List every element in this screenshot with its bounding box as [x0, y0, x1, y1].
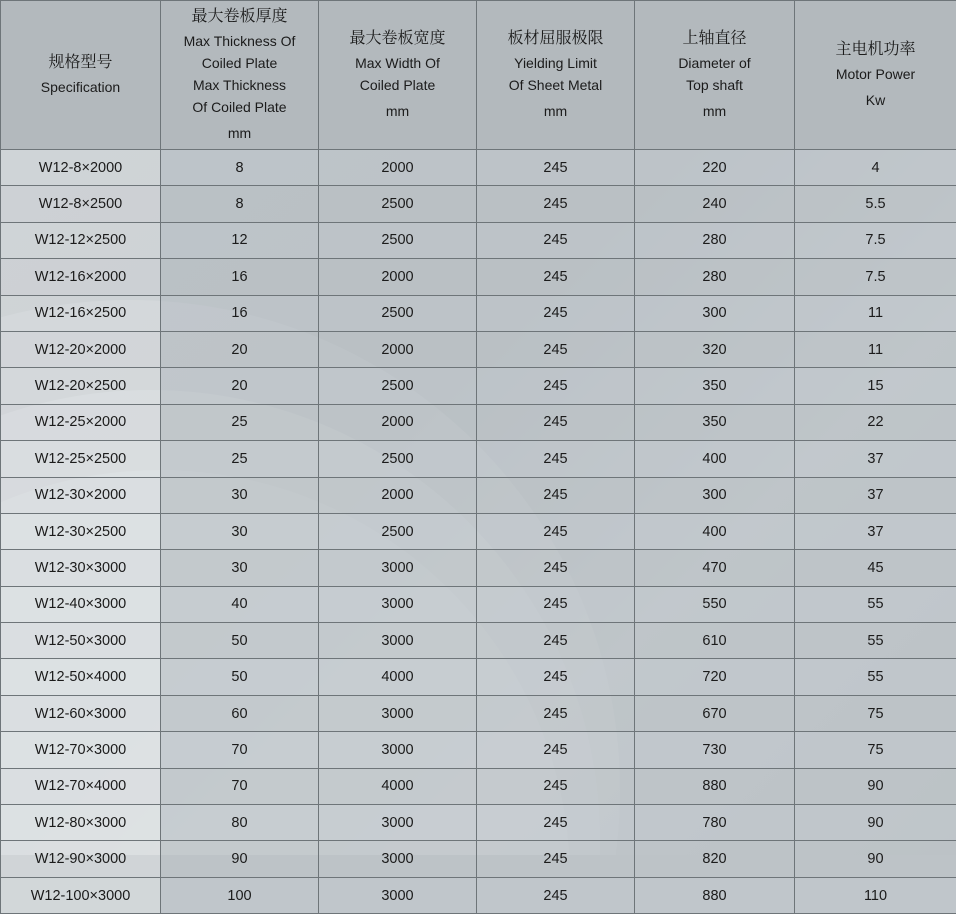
- column-header-4: [635, 1, 795, 150]
- table-cell: 37: [795, 513, 956, 549]
- table-cell: 245: [477, 841, 635, 877]
- table-cell: 16: [161, 259, 319, 295]
- table-cell: 15: [795, 368, 956, 404]
- table-cell: 2500: [319, 186, 477, 222]
- table-cell: 75: [795, 732, 956, 768]
- table-cell: 820: [635, 841, 795, 877]
- table-cell: 4000: [319, 659, 477, 695]
- table-cell: 245: [477, 877, 635, 913]
- table-cell: 220: [635, 150, 795, 186]
- table-cell: 90: [795, 841, 956, 877]
- table-cell: 40: [161, 586, 319, 622]
- table-cell: 12: [161, 222, 319, 258]
- cell-specification: W12-25×2000: [1, 404, 161, 440]
- table-cell: 5.5: [795, 186, 956, 222]
- column-header-en-line2: Top shaft: [641, 74, 788, 96]
- table-cell: 25: [161, 404, 319, 440]
- table-cell: 45: [795, 550, 956, 586]
- table-cell: 730: [635, 732, 795, 768]
- table-cell: 2000: [319, 477, 477, 513]
- table-cell: 880: [635, 768, 795, 804]
- table-cell: 30: [161, 550, 319, 586]
- column-header-en: Max Thickness Of Coiled Plate: [167, 30, 312, 74]
- table-cell: 245: [477, 513, 635, 549]
- table-cell: 245: [477, 222, 635, 258]
- table-cell: 70: [161, 768, 319, 804]
- table-cell: 3000: [319, 841, 477, 877]
- column-header-unit: Kw: [801, 89, 950, 111]
- table-cell: 90: [161, 841, 319, 877]
- cell-specification: W12-25×2500: [1, 441, 161, 477]
- table-cell: 11: [795, 295, 956, 331]
- table-cell: 3000: [319, 623, 477, 659]
- table-cell: 80: [161, 805, 319, 841]
- table-row: [1, 186, 956, 222]
- table-cell: 55: [795, 623, 956, 659]
- table-cell: 37: [795, 441, 956, 477]
- table-cell: 22: [795, 404, 956, 440]
- table-cell: 8: [161, 150, 319, 186]
- table-row: [1, 477, 956, 513]
- cell-specification: W12-50×4000: [1, 659, 161, 695]
- table-cell: 280: [635, 259, 795, 295]
- table-cell: 30: [161, 477, 319, 513]
- table-cell: 350: [635, 368, 795, 404]
- table-cell: 400: [635, 441, 795, 477]
- table-cell: 25: [161, 441, 319, 477]
- cell-specification: W12-30×2500: [1, 513, 161, 549]
- table-cell: 3000: [319, 586, 477, 622]
- column-header-5: [795, 1, 956, 150]
- table-cell: 3000: [319, 877, 477, 913]
- table-cell: 245: [477, 732, 635, 768]
- table-row: [1, 768, 956, 804]
- column-header-cn: 主电机功率: [801, 39, 950, 61]
- table-cell: 2000: [319, 404, 477, 440]
- table-cell: 2500: [319, 222, 477, 258]
- column-header-2: [319, 1, 477, 150]
- cell-specification: W12-100×3000: [1, 877, 161, 913]
- column-header-cn: 板材屈服极限: [483, 28, 628, 50]
- column-header-en-line1: Motor Power: [801, 63, 950, 85]
- column-header-en-line1: Diameter of: [641, 52, 788, 74]
- table-body: [1, 150, 956, 914]
- table-row: [1, 368, 956, 404]
- column-header-cn: 规格型号: [7, 52, 154, 74]
- cell-specification: W12-90×3000: [1, 841, 161, 877]
- table-cell: 4000: [319, 768, 477, 804]
- table-cell: 11: [795, 331, 956, 367]
- column-header-3: [477, 1, 635, 150]
- cell-specification: W12-16×2500: [1, 295, 161, 331]
- table-cell: 300: [635, 477, 795, 513]
- table-cell: 245: [477, 404, 635, 440]
- table-cell: 245: [477, 259, 635, 295]
- table-row: [1, 695, 956, 731]
- table-cell: 2500: [319, 513, 477, 549]
- table-row: [1, 877, 956, 913]
- column-header-unit: mm: [641, 100, 788, 122]
- cell-specification: W12-60×3000: [1, 695, 161, 731]
- table-cell: 880: [635, 877, 795, 913]
- table-cell: 550: [635, 586, 795, 622]
- table-row: [1, 259, 956, 295]
- table-row: [1, 404, 956, 440]
- table-cell: 30: [161, 513, 319, 549]
- table-row: [1, 659, 956, 695]
- table-cell: 3000: [319, 805, 477, 841]
- table-cell: 110: [795, 877, 956, 913]
- table-cell: 470: [635, 550, 795, 586]
- table-cell: 245: [477, 186, 635, 222]
- cell-specification: W12-50×3000: [1, 623, 161, 659]
- table-cell: 400: [635, 513, 795, 549]
- table-row: [1, 331, 956, 367]
- table-row: [1, 222, 956, 258]
- table-cell: 245: [477, 586, 635, 622]
- column-header-unit: mm: [167, 122, 312, 144]
- column-header-unit: mm: [325, 100, 470, 122]
- table-cell: 240: [635, 186, 795, 222]
- table-row: [1, 586, 956, 622]
- cell-specification: W12-20×2500: [1, 368, 161, 404]
- table-row: [1, 550, 956, 586]
- table-cell: 70: [161, 732, 319, 768]
- table-cell: 50: [161, 659, 319, 695]
- table-cell: 245: [477, 295, 635, 331]
- table-cell: 350: [635, 404, 795, 440]
- cell-specification: W12-70×4000: [1, 768, 161, 804]
- table-row: [1, 295, 956, 331]
- table-cell: 100: [161, 877, 319, 913]
- column-header-en-line1: Max Thickness: [167, 74, 312, 96]
- table-cell: 55: [795, 659, 956, 695]
- table-row: [1, 732, 956, 768]
- table-cell: 3000: [319, 732, 477, 768]
- table-cell: 75: [795, 695, 956, 731]
- table-cell: 245: [477, 441, 635, 477]
- table-cell: 60: [161, 695, 319, 731]
- table-cell: 245: [477, 150, 635, 186]
- table-row: [1, 513, 956, 549]
- table-row: [1, 805, 956, 841]
- table-cell: 20: [161, 331, 319, 367]
- cell-specification: W12-30×3000: [1, 550, 161, 586]
- table-row: [1, 150, 956, 186]
- cell-specification: W12-8×2500: [1, 186, 161, 222]
- table-cell: 280: [635, 222, 795, 258]
- table-cell: 8: [161, 186, 319, 222]
- column-header-en-line2: Of Coiled Plate: [167, 96, 312, 118]
- table-header-row: [1, 1, 956, 150]
- column-header-en-line2: Coiled Plate: [325, 74, 470, 96]
- table-cell: 2500: [319, 368, 477, 404]
- table-header: [1, 1, 956, 150]
- table-cell: 2000: [319, 150, 477, 186]
- column-header-en-line2: Of Sheet Metal: [483, 74, 628, 96]
- table-cell: 90: [795, 768, 956, 804]
- column-header-en-line1: Yielding Limit: [483, 52, 628, 74]
- table-cell: 2500: [319, 441, 477, 477]
- column-header-cn: 最大卷板厚度: [167, 6, 312, 28]
- cell-specification: W12-20×2000: [1, 331, 161, 367]
- table-cell: 55: [795, 586, 956, 622]
- table-cell: 245: [477, 368, 635, 404]
- table-cell: 2000: [319, 331, 477, 367]
- column-header-cn: 最大卷板宽度: [325, 28, 470, 50]
- column-header-en-line1: Max Width Of: [325, 52, 470, 74]
- table-cell: 245: [477, 805, 635, 841]
- table-cell: 245: [477, 695, 635, 731]
- table-cell: 20: [161, 368, 319, 404]
- table-cell: 3000: [319, 695, 477, 731]
- cell-specification: W12-80×3000: [1, 805, 161, 841]
- table-cell: 245: [477, 623, 635, 659]
- table-cell: 245: [477, 477, 635, 513]
- cell-specification: W12-30×2000: [1, 477, 161, 513]
- column-header-1: [161, 1, 319, 150]
- cell-specification: W12-12×2500: [1, 222, 161, 258]
- cell-specification: W12-16×2000: [1, 259, 161, 295]
- table-cell: 50: [161, 623, 319, 659]
- table-cell: 670: [635, 695, 795, 731]
- table-cell: 245: [477, 659, 635, 695]
- cell-specification: W12-8×2000: [1, 150, 161, 186]
- table-cell: 4: [795, 150, 956, 186]
- table-cell: 300: [635, 295, 795, 331]
- table-cell: 2500: [319, 295, 477, 331]
- table-cell: 610: [635, 623, 795, 659]
- table-cell: 90: [795, 805, 956, 841]
- table-cell: 3000: [319, 550, 477, 586]
- table-row: [1, 623, 956, 659]
- table-cell: 245: [477, 331, 635, 367]
- table-cell: 720: [635, 659, 795, 695]
- table-cell: 245: [477, 550, 635, 586]
- table-cell: 245: [477, 768, 635, 804]
- cell-specification: W12-70×3000: [1, 732, 161, 768]
- table-cell: 320: [635, 331, 795, 367]
- column-header-0: [1, 1, 161, 150]
- table-cell: 7.5: [795, 259, 956, 295]
- table-row: [1, 441, 956, 477]
- table-cell: 780: [635, 805, 795, 841]
- cell-specification: W12-40×3000: [1, 586, 161, 622]
- column-header-cn: 上轴直径: [641, 28, 788, 50]
- table-cell: 37: [795, 477, 956, 513]
- table-row: [1, 841, 956, 877]
- column-header-en: Specification: [7, 76, 154, 98]
- table-cell: 16: [161, 295, 319, 331]
- table-cell: 7.5: [795, 222, 956, 258]
- table-cell: 2000: [319, 259, 477, 295]
- column-header-unit: mm: [483, 100, 628, 122]
